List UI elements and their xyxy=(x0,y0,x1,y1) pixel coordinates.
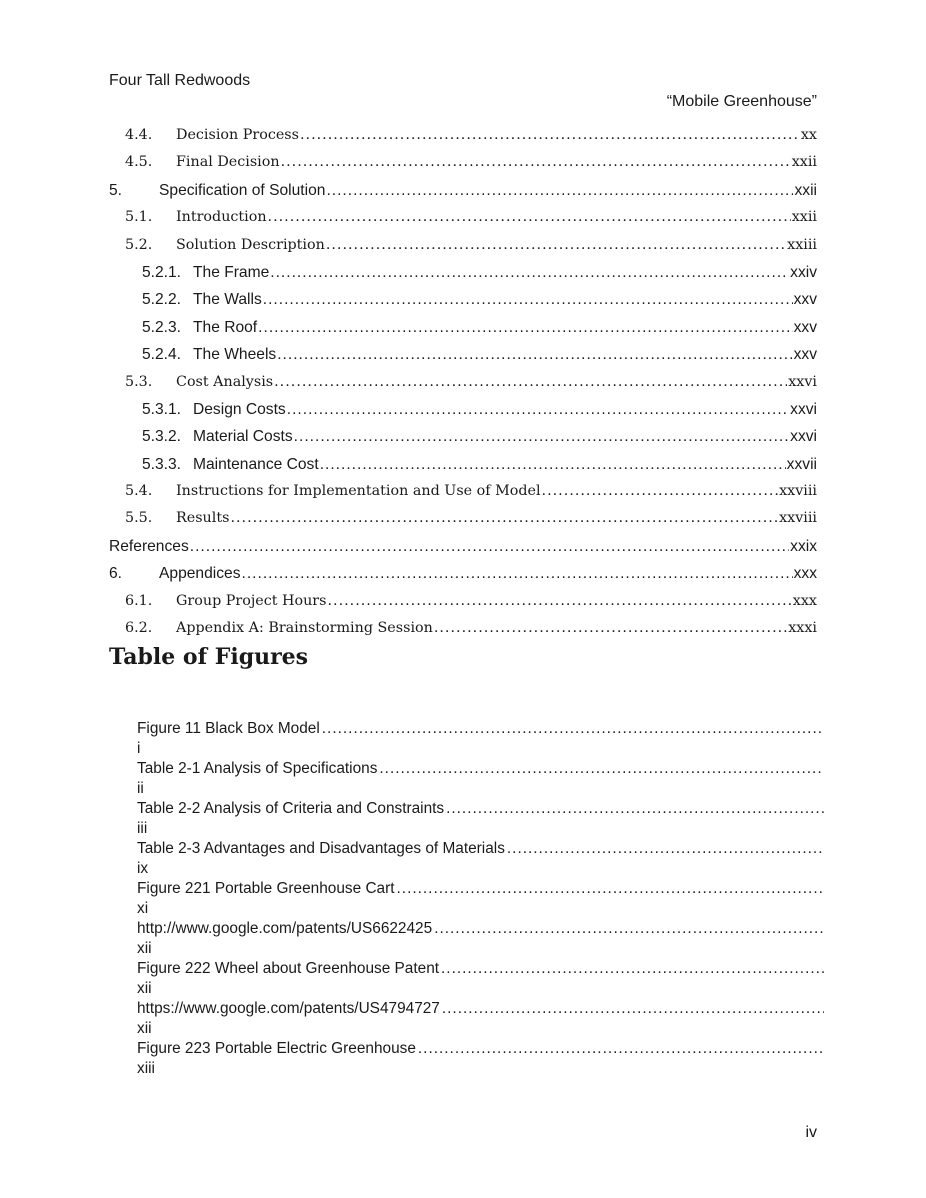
toc-entry[interactable] xyxy=(109,428,817,455)
dot-leader xyxy=(277,346,792,364)
toc-entry-page: xxvii xyxy=(786,455,817,473)
dot-leader xyxy=(263,291,793,309)
table-of-contents xyxy=(109,127,817,647)
toc-entry-page: xxxi xyxy=(788,620,817,637)
toc-entry-number: 5.3.3. xyxy=(142,455,182,473)
toc-entry-number: 5.1. xyxy=(125,209,153,226)
dot-leader xyxy=(230,510,778,526)
figure-entry[interactable] xyxy=(137,839,824,879)
toc-entry[interactable] xyxy=(109,510,817,537)
figure-entry-page: ix xyxy=(137,860,149,877)
toc-entry-number: 6.1. xyxy=(125,592,153,609)
dot-leader xyxy=(326,182,793,200)
dot-leader xyxy=(446,799,824,819)
toc-entry[interactable] xyxy=(109,182,817,209)
toc-entry[interactable] xyxy=(109,456,817,483)
toc-entry-title: Appendix A: Brainstorming Session xyxy=(176,620,433,637)
figure-entry-title: Table 2-1 Analysis of Specifications xyxy=(137,760,378,777)
dot-leader xyxy=(442,999,824,1019)
toc-entry-page: xx xyxy=(800,127,817,143)
toc-entry-page: xxii xyxy=(794,181,817,199)
dot-leader xyxy=(300,127,800,143)
toc-entry[interactable] xyxy=(109,237,817,264)
toc-entry[interactable] xyxy=(109,264,817,291)
toc-entry-number: 6.2. xyxy=(125,620,153,637)
toc-entry-title: Final Decision xyxy=(176,154,280,171)
figure-entry[interactable] xyxy=(137,759,824,799)
toc-entry-title: The Walls xyxy=(193,291,262,309)
dot-leader xyxy=(326,237,786,253)
toc-entry-title: Solution Description xyxy=(176,236,325,253)
toc-entry-title: The Roof xyxy=(193,318,258,336)
toc-entry-page: xxvi xyxy=(790,400,817,418)
toc-entry-number: 5.2.1. xyxy=(142,263,182,281)
figure-entry-page: xii xyxy=(137,1020,152,1037)
running-header-right: “Mobile Greenhouse” xyxy=(666,93,817,110)
figure-entry-title: http://www.google.com/patents/US6622425 xyxy=(137,920,433,937)
page-number: iv xyxy=(805,1124,817,1141)
toc-entry[interactable] xyxy=(109,401,817,428)
figure-entry-title: Figure 222 Wheel about Greenhouse Patent xyxy=(137,960,440,977)
dot-leader xyxy=(441,959,824,979)
figure-entry[interactable] xyxy=(137,919,824,959)
toc-entry-title: Introduction xyxy=(176,209,267,226)
toc-entry[interactable] xyxy=(109,319,817,346)
running-header-left: Four Tall Redwoods xyxy=(109,72,251,89)
toc-entry-number: 5.5. xyxy=(125,510,153,527)
figure-entry-page: ii xyxy=(137,780,144,797)
toc-entry-title: Cost Analysis xyxy=(176,373,274,390)
dot-leader xyxy=(322,719,824,739)
toc-entry-title: The Frame xyxy=(193,263,270,281)
toc-entry[interactable] xyxy=(109,346,817,373)
toc-entry[interactable] xyxy=(109,593,817,620)
dot-leader xyxy=(320,456,786,474)
toc-entry-number: 5.2.2. xyxy=(142,291,182,309)
toc-entry-title: Specification of Solution xyxy=(159,181,326,199)
toc-entry-number: 5. xyxy=(109,181,123,199)
toc-entry[interactable] xyxy=(109,154,817,181)
dot-leader xyxy=(434,919,824,939)
dot-leader xyxy=(190,538,789,556)
figure-entry-title: Table 2-3 Advantages and Disadvantages of Materials xyxy=(137,840,505,857)
toc-entry-page: xxii xyxy=(791,154,817,171)
dot-leader xyxy=(268,209,791,225)
figure-entry[interactable] xyxy=(137,1039,824,1079)
toc-entry-number: 5.4. xyxy=(125,483,153,500)
toc-entry[interactable] xyxy=(109,374,817,401)
toc-entry-title: Maintenance Cost xyxy=(193,455,319,473)
toc-entry-page: xxii xyxy=(791,209,817,226)
figure-entry[interactable] xyxy=(137,959,824,999)
figure-entry-title: Table 2-2 Analysis of Criteria and Constraints xyxy=(137,800,445,817)
toc-entry-title: Group Project Hours xyxy=(176,592,327,609)
toc-entry-number: 6. xyxy=(109,565,123,583)
toc-entry[interactable] xyxy=(109,291,817,318)
toc-entry-title: Instructions for Implementation and Use of Model xyxy=(176,483,541,500)
dot-leader xyxy=(242,565,793,583)
dot-leader xyxy=(294,428,789,446)
figure-entry-title: Figure 11 Black Box Model xyxy=(137,720,320,737)
figure-entry-page: xiii xyxy=(137,1060,155,1077)
toc-entry-number: 4.4. xyxy=(125,127,153,143)
toc-entry-title: The Wheels xyxy=(193,346,277,364)
dot-leader xyxy=(258,319,792,337)
toc-entry-page: xxv xyxy=(793,346,817,364)
toc-entry-page: xxviii xyxy=(779,510,817,527)
toc-entry-page: xxix xyxy=(790,537,817,555)
figure-entry[interactable] xyxy=(137,879,824,919)
dot-leader xyxy=(507,839,824,859)
dot-leader xyxy=(281,154,791,170)
toc-entry-number: 5.2. xyxy=(125,236,153,253)
toc-entry-title: Decision Process xyxy=(176,127,299,143)
dot-leader xyxy=(397,879,824,899)
figure-entry[interactable] xyxy=(137,999,824,1039)
figure-entry-page: iii xyxy=(137,820,148,837)
toc-entry-number: 5.3.1. xyxy=(142,400,182,418)
toc-entry-page: xxx xyxy=(792,592,817,609)
toc-entry-title: Material Costs xyxy=(193,428,293,446)
figure-entry-page: i xyxy=(137,740,141,757)
figure-entry[interactable] xyxy=(137,799,824,839)
toc-entry-number: 5.3.2. xyxy=(142,428,182,446)
figure-entry-page: xi xyxy=(137,900,149,917)
toc-entry-number: 5.3. xyxy=(125,373,153,390)
dot-leader xyxy=(270,264,789,282)
dot-leader xyxy=(379,759,824,779)
figure-entry-page: xii xyxy=(137,980,152,997)
toc-entry-number: 5.2.4. xyxy=(142,346,182,364)
figure-entry-page: xii xyxy=(137,940,152,957)
toc-entry-number: 4.5. xyxy=(125,154,153,171)
figure-entry-title: https://www.google.com/patents/US4794727 xyxy=(137,1000,440,1017)
toc-entry-title: References xyxy=(109,537,189,555)
toc-entry-page: xxvi xyxy=(790,428,817,446)
toc-entry-title: Appendices xyxy=(159,565,241,583)
figure-entry[interactable] xyxy=(137,719,824,759)
toc-entry-page: xxv xyxy=(793,318,817,336)
toc-entry[interactable] xyxy=(109,538,817,565)
toc-entry-page: xxviii xyxy=(779,483,817,500)
dot-leader xyxy=(542,483,779,499)
toc-entry-title: Design Costs xyxy=(193,400,286,418)
toc-entry-number: 5.2.3. xyxy=(142,318,182,336)
toc-entry-page: xxv xyxy=(793,291,817,309)
dot-leader xyxy=(287,401,789,419)
toc-entry[interactable] xyxy=(109,209,817,236)
toc-entry[interactable] xyxy=(109,127,817,154)
toc-entry-page: xxx xyxy=(793,565,817,583)
toc-entry-page: xxiii xyxy=(787,236,817,253)
toc-entry[interactable] xyxy=(109,483,817,510)
toc-entry[interactable] xyxy=(109,565,817,592)
figure-entry-title: Figure 221 Portable Greenhouse Cart xyxy=(137,880,395,897)
toc-entry-page: xxvi xyxy=(788,373,817,390)
dot-leader xyxy=(434,620,787,636)
dot-leader xyxy=(327,593,791,609)
dot-leader xyxy=(418,1039,824,1059)
table-of-figures-heading: Table of Figures xyxy=(109,644,309,670)
figure-entry-title: Figure 223 Portable Electric Greenhouse xyxy=(137,1040,416,1057)
table-of-figures-list xyxy=(137,719,824,1079)
toc-entry-title: Results xyxy=(176,510,230,527)
dot-leader xyxy=(274,374,787,390)
toc-entry-page: xxiv xyxy=(790,263,817,281)
